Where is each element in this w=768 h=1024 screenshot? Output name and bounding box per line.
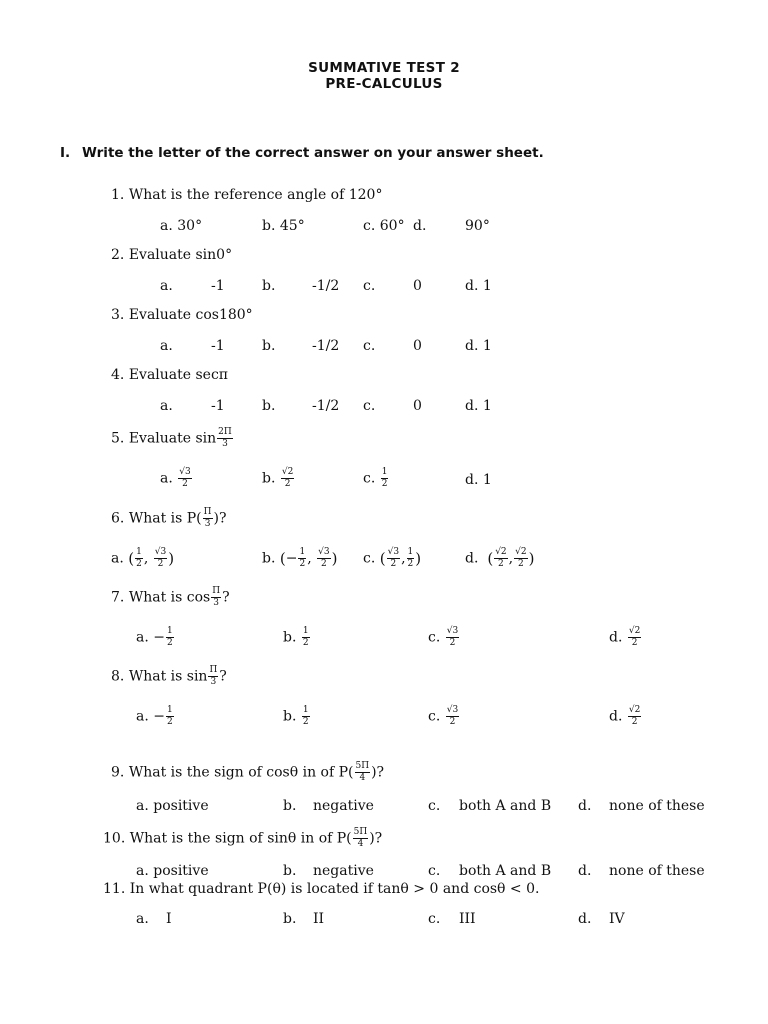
option-3c-letter: c. [363,338,376,354]
option-2a-letter: a. [160,278,173,294]
question-text: What is the reference angle of 120° [128,187,383,203]
option-6d: d. ( $\frac{√2}{2}$ , $\frac{√2}{2}$ ) [465,547,535,569]
option-8c: c. $\frac{√3}{2}$ [428,705,459,727]
option-9d-value: none of these [609,798,705,814]
option-2b-letter: b. [262,278,276,294]
option-3a-letter: a. [160,338,173,354]
question-text: Evaluate sin0° [128,247,233,263]
option-3c-value: 0 [413,338,422,354]
question-text: What is sin [128,668,208,685]
option-6a: a. ( $\frac{1}{2}$ , $\frac{√3}{2}$ ) [111,547,175,569]
question-text: What is P( [128,510,202,527]
question-11 [103,881,539,897]
question-text: What is the sign of sinθ in of P( [129,830,352,847]
option-3d: d. 1 [465,338,492,354]
question-number: 10. [103,830,126,847]
instruction-text: Write the letter of the correct answer on your answer sheet. [82,145,544,161]
option-3a-value: -1 [211,338,225,354]
question-fraction: $\frac{5\Pi}{4}$ [353,827,368,849]
question-fraction: $\frac{\Pi}{3}$ [209,665,218,687]
question-number: 3. [111,307,125,323]
subject-title: PRE-CALCULUS [325,76,443,92]
section-instruction [60,145,544,161]
option-7b: b. $\frac{1}{2}$ [283,626,309,648]
question-number: 9. [111,764,125,781]
question-fraction: $\frac{5\Pi}{4}$ [355,761,370,783]
question-8: 8. What is sin $\frac{\Pi}{3}$ ? [111,665,227,687]
question-fraction: $\frac{\Pi}{3}$ [212,586,221,608]
option-10b-value: negative [313,863,374,879]
question-number: 5. [111,430,125,447]
section-number: I. [60,145,71,161]
option-7d: d. $\frac{√2}{2}$ [609,626,641,648]
option-5b: b. $\frac{√2}{2}$ [262,467,294,489]
option-11d-letter: d. [578,911,592,927]
option-2c-value: 0 [413,278,422,294]
question-2 [111,247,232,263]
option-5a: a. $\frac{√3}{2}$ [160,467,191,489]
option-9a: a. positive [136,798,209,814]
question-number: 4. [111,367,125,383]
option-7c: c. $\frac{√3}{2}$ [428,626,459,648]
option-2d: d. 1 [465,278,492,294]
option-5c: c. $\frac{1}{2}$ [363,467,388,489]
option-9d-letter: d. [578,798,592,814]
question-number: 6. [111,510,125,527]
option-10d-value: none of these [609,863,705,879]
question-number: 1. [111,187,125,203]
question-text: Evaluate sin [128,430,217,447]
option-3b-letter: b. [262,338,276,354]
option-10c-value: both A and B [459,863,552,879]
question-number: 7. [111,589,125,606]
option-4d: d. 1 [465,398,492,414]
option-4b-value: -1/2 [312,398,340,414]
option-4c-value: 0 [413,398,422,414]
option-11b-value: II [313,911,325,927]
option-2b-value: -1/2 [312,278,340,294]
option-10c-letter: c. [428,863,441,879]
question-3 [111,307,253,323]
test-title: SUMMATIVE TEST 2 [308,60,460,76]
option-1a: a. 30° [160,218,203,234]
option-4b-letter: b. [262,398,276,414]
option-11c-letter: c. [428,911,441,927]
option-8d: d. $\frac{√2}{2}$ [609,705,641,727]
question-4 [111,367,228,383]
option-2a-value: -1 [211,278,225,294]
option-5d: d. 1 [465,472,492,488]
question-5 [111,428,234,449]
option-10a: a. positive [136,863,209,879]
question-1 [111,187,382,203]
question-text: Evaluate secπ [128,367,229,383]
question-fraction: $\frac{\Pi}{3}$ [203,507,212,529]
question-6: 6. What is P( $\frac{\Pi}{3}$ )? [111,507,227,529]
option-6c: c. ( $\frac{√3}{2}$ , $\frac{1}{2}$ ) [363,547,422,569]
question-text: In what quadrant P(θ) is located if tanθ > 0 and cosθ < 0. [129,881,540,897]
question-fraction: $\frac{2\Pi}{3}$ [218,427,232,449]
option-4a-value: -1 [211,398,225,414]
option-2c-letter: c. [363,278,376,294]
option-10b-letter: b. [283,863,297,879]
option-11d-value: IV [609,911,625,927]
option-1b: b. 45° [262,218,305,234]
option-1d: d. [413,218,427,234]
option-11b-letter: b. [283,911,297,927]
option-8a: a. − $\frac{1}{2}$ [136,705,173,727]
question-9: 9. What is the sign of cosθ in of P( $\frac{5\Pi}{4}$ )? [111,761,385,783]
question-number: 11. [103,881,126,897]
option-1d-value: 90° [465,218,490,234]
question-text: Evaluate cos180° [128,307,253,323]
question-7: 7. What is cos $\frac{\Pi}{3}$ ? [111,586,230,608]
option-7a: a. − $\frac{1}{2}$ [136,626,173,648]
option-11a-letter: a. [136,911,149,927]
option-9c-letter: c. [428,798,441,814]
option-4a-letter: a. [160,398,173,414]
question-text: What is the sign of cosθ in of P( [128,764,354,781]
option-1c: c. 60° [363,218,405,234]
question-10: 10. What is the sign of sinθ in of P( $\frac{5\Pi}{4}$ )? [103,827,383,849]
option-4c-letter: c. [363,398,376,414]
option-6b: b. (− $\frac{1}{2}$ , $\frac{√3}{2}$ ) [262,547,338,569]
option-3b-value: -1/2 [312,338,340,354]
option-9b-letter: b. [283,798,297,814]
option-11c-value: III [459,911,476,927]
option-10d-letter: d. [578,863,592,879]
question-number: 8. [111,668,125,685]
option-9c-value: both A and B [459,798,552,814]
option-11a-value: I [166,911,172,927]
question-number: 2. [111,247,125,263]
option-9b-value: negative [313,798,374,814]
option-8b: b. $\frac{1}{2}$ [283,705,309,727]
question-text: What is cos [128,589,211,606]
